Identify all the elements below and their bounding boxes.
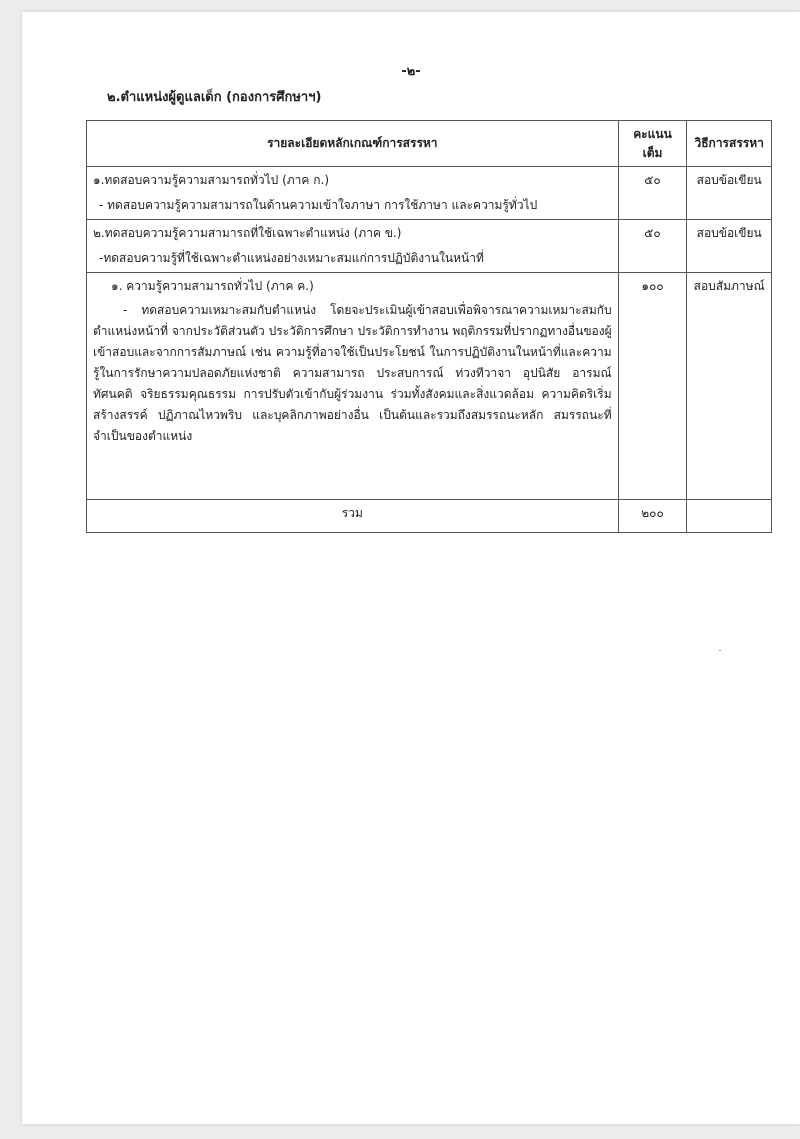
table-header-row [87,121,772,167]
row-description: - ทดสอบความเหมาะสมกับตำแหน่ง โดยจะประเมินผู้เข้าสอบเพื่อพิจารณาความเหมาะสมกับตำแหน่งหน้าที่ จากประวัติส่วนตัว ประวัติการศึกษา ประวัติการทำงาน พฤติกรรมที่ปรากฏทางอื่นของผู้เข้าสอบและจากการสัมภาษณ์ เช่น ความรู้ที่อาจใช้เป็นประโยชน์ ในการปฏิบัติงานในหน้าที่และความรู้ในการรักษาความปลอดภัยแห่งชาติ ความสามารถ ประสบการณ์ ท่วงทีวาจา อุปนิสัย อารมณ์ ทัศนคติ จริยธรรมคุณธรรม การปรับตัวเข้ากับผู้ร่วมงาน ร่วมทั้งสังคมและสิ่งแวดล้อม ความคิดริเริ่มสร้างสรรค์ ปฏิภาณไหวพริบ และบุคลิกภาพอย่างอื่น เป็นต้นและรวมถึงสมรรถนะหลัก สมรรถนะที่จำเป็นของตำแหน่ง [93,302,612,443]
row-method: สอบข้อเขียน [687,167,772,220]
document-page [22,12,800,1124]
section-heading: ๒.ตำแหน่งผู้ดูแลเด็ก (กองการศึกษาฯ) [107,90,322,105]
row-title: ๑.ทดสอบความรู้ความสามารถทั่วไป (ภาค ก.) [93,173,330,188]
row-detail-cell [87,273,619,500]
criteria-table [86,120,772,533]
scan-speck [719,650,721,651]
row-detail-cell [87,167,619,220]
row-score: ๑๐๐ [618,273,687,500]
total-label: รวม [87,500,619,533]
total-method [687,500,772,533]
table-row [87,220,772,273]
row-description: - ทดสอบความรู้ความสามารถในด้านความเข้าใจภาษา การใช้ภาษา และความรู้ทั่วไป [99,197,538,212]
table-row [87,167,772,220]
row-score: ๕๐ [618,220,687,273]
header-detail: รายละเอียดหลักเกณฑ์การสรรหา [87,121,619,167]
row-method: สอบข้อเขียน [687,220,772,273]
row-title: ๒.ทดสอบความรู้ความสามารถที่ใช้เฉพาะตำแหน่ง (ภาค ข.) [93,226,402,241]
page-number: -๒- [401,64,421,79]
table-row [87,273,772,500]
row-score: ๕๐ [618,167,687,220]
header-method: วิธีการสรรหา [687,121,772,167]
row-description: -ทดสอบความรู้ที่ใช้เฉพาะตำแหน่งอย่างเหมาะสมแก่การปฏิบัติงานในหน้าที่ [99,250,484,265]
row-method: สอบสัมภาษณ์ [687,273,772,500]
header-score: คะแนนเต็ม [618,121,687,167]
row-detail-cell [87,220,619,273]
row-title: ๑. ความรู้ความสามารถทั่วไป (ภาค ค.) [111,279,314,294]
total-row [87,500,772,533]
total-score: ๒๐๐ [618,500,687,533]
